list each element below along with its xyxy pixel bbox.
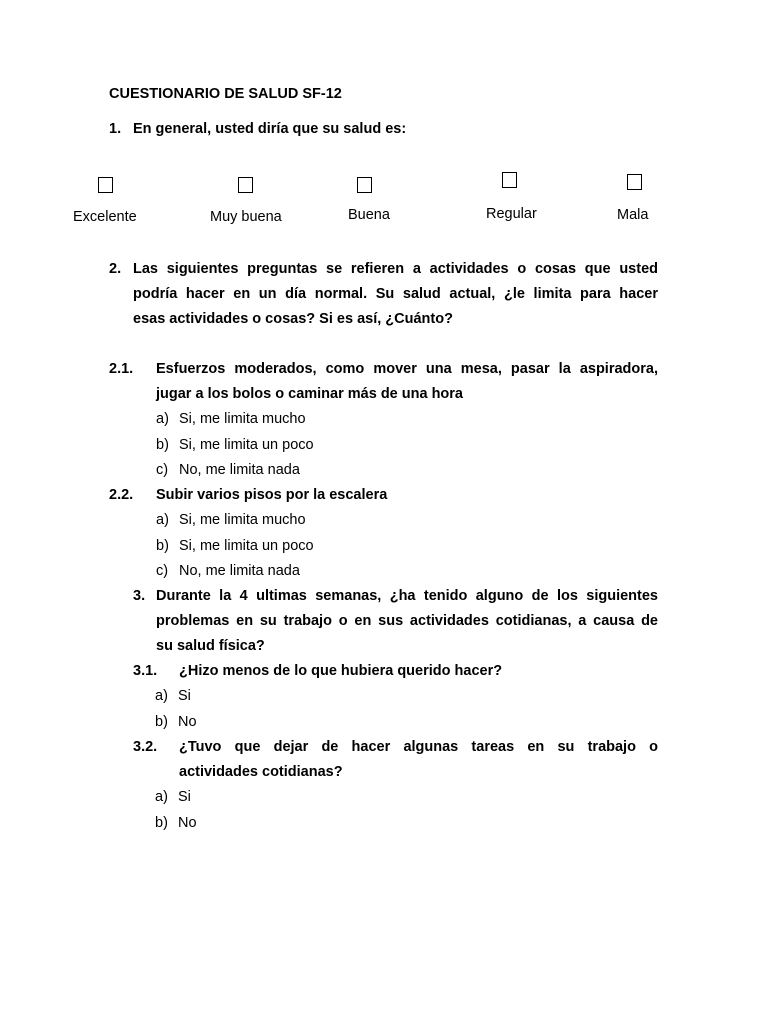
q2-1-answer-a[interactable]: Si, me limita mucho	[179, 411, 306, 427]
q1-number: 1.	[109, 121, 122, 137]
q3-2-answer-a-letter: a)	[155, 789, 168, 805]
checkbox-regular[interactable]	[502, 172, 517, 188]
q2-1-text-line-1: Esfuerzos moderados, como mover una mesa, pasar la aspiradora,	[156, 361, 658, 377]
q3-2-text-line-2: actividades cotidianas?	[179, 764, 343, 780]
checkbox-muy-buena[interactable]	[238, 177, 253, 193]
q3-1-number: 3.1.	[133, 663, 158, 679]
q1-text: En general, usted diría que su salud es:	[133, 121, 407, 137]
q2-1-answer-a-letter: a)	[156, 411, 169, 427]
q2-2-answer-b[interactable]: Si, me limita un poco	[179, 538, 314, 554]
option-label-muy-buena: Muy buena	[210, 209, 282, 225]
option-label-excelente: Excelente	[73, 209, 137, 225]
q3-number: 3.	[133, 588, 146, 604]
q3-1-answer-b[interactable]: No	[178, 714, 197, 730]
q2-text-line-2: podría hacer en un día normal. Su salud actual, ¿le limita para hacer	[133, 286, 658, 302]
checkbox-mala[interactable]	[627, 174, 642, 190]
q2-1-answer-b[interactable]: Si, me limita un poco	[179, 437, 314, 453]
q3-1-answer-b-letter: b)	[155, 714, 168, 730]
q3-1-answer-a[interactable]: Si	[178, 688, 191, 704]
checkbox-buena[interactable]	[357, 177, 372, 193]
q2-text-line-3: esas actividades o cosas? Si es así, ¿Cuánto?	[133, 311, 453, 327]
q2-1-answer-b-letter: b)	[156, 437, 169, 453]
q2-1-number: 2.1.	[109, 361, 134, 377]
document-title: CUESTIONARIO DE SALUD SF-12	[109, 86, 342, 102]
checkbox-excelente[interactable]	[98, 177, 113, 193]
q3-1-text: ¿Hizo menos de lo que hubiera querido hacer?	[179, 663, 503, 679]
q3-text-line-3: su salud física?	[156, 638, 265, 654]
q2-2-answer-a[interactable]: Si, me limita mucho	[179, 512, 306, 528]
q2-1-answer-c[interactable]: No, me limita nada	[179, 462, 300, 478]
q2-2-text: Subir varios pisos por la escalera	[156, 487, 388, 503]
q3-2-answer-b[interactable]: No	[178, 815, 197, 831]
q2-2-number: 2.2.	[109, 487, 134, 503]
q3-2-text-line-1: ¿Tuvo que dejar de hacer algunas tareas en su trabajo o	[179, 739, 658, 755]
option-label-buena: Buena	[348, 207, 390, 223]
q2-text-line-1: Las siguientes preguntas se refieren a actividades o cosas que usted	[133, 261, 658, 277]
q3-2-answer-a[interactable]: Si	[178, 789, 191, 805]
q3-2-number: 3.2.	[133, 739, 158, 755]
q3-text-line-1: Durante la 4 ultimas semanas, ¿ha tenido alguno de los siguientes	[156, 588, 658, 604]
q2-2-answer-c[interactable]: No, me limita nada	[179, 563, 300, 579]
q2-1-answer-c-letter: c)	[156, 462, 169, 478]
q2-2-answer-b-letter: b)	[156, 538, 169, 554]
option-label-regular: Regular	[486, 206, 537, 222]
q2-1-text-line-2: jugar a los bolos o caminar más de una hora	[156, 386, 463, 402]
option-label-mala: Mala	[617, 207, 649, 223]
q2-number: 2.	[109, 261, 122, 277]
q2-2-answer-c-letter: c)	[156, 563, 169, 579]
q3-text-line-2: problemas en su trabajo o en sus actividades cotidianas, a causa de	[156, 613, 658, 629]
q3-1-answer-a-letter: a)	[155, 688, 168, 704]
q2-2-answer-a-letter: a)	[156, 512, 169, 528]
q3-2-answer-b-letter: b)	[155, 815, 168, 831]
